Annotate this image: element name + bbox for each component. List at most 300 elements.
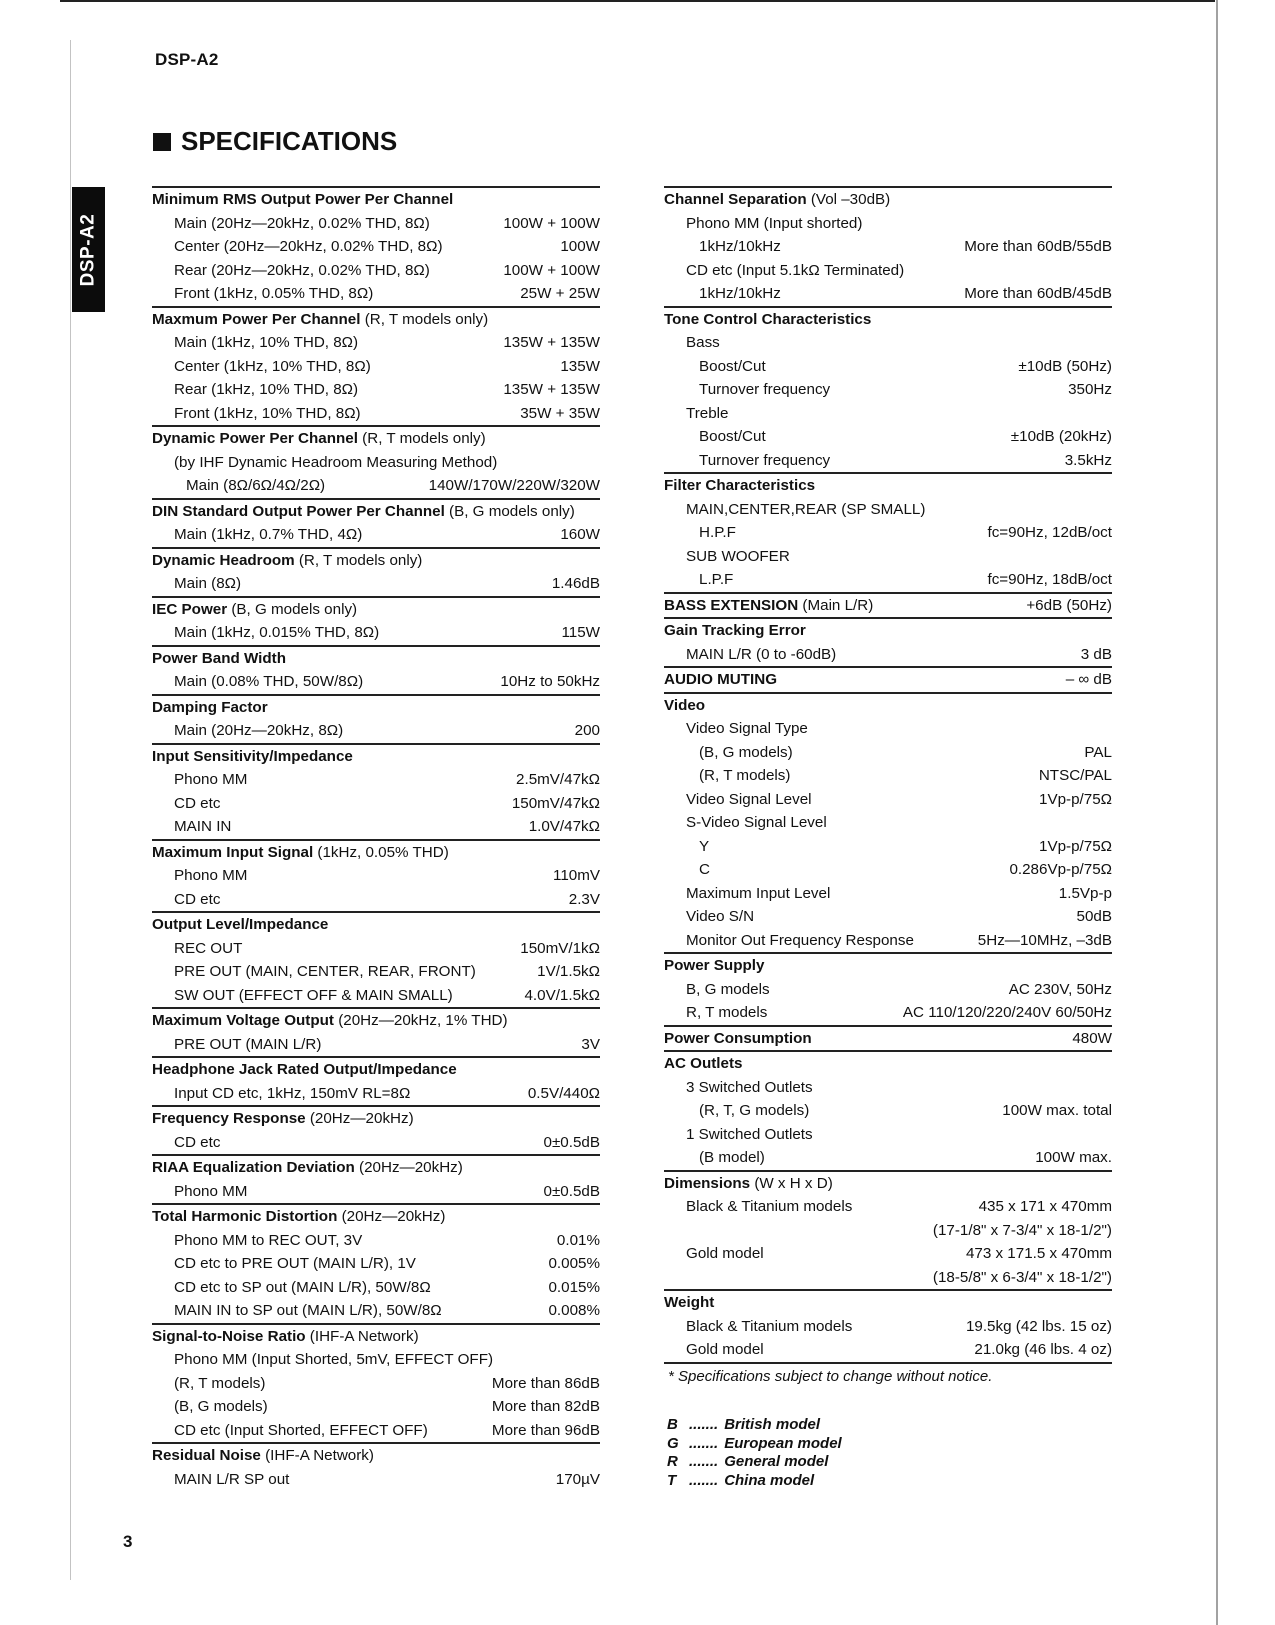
spec-label: Front (1kHz, 0.05% THD, 8Ω) xyxy=(174,285,374,302)
spec-label: Phono MM (Input shorted) xyxy=(686,214,863,232)
spec-section xyxy=(152,839,600,912)
spec-label: Phono MM xyxy=(174,771,248,788)
spec-row xyxy=(664,741,1112,765)
spec-value: 140W/170W/220W/320W xyxy=(428,477,600,494)
spec-section xyxy=(152,645,600,694)
spec-row xyxy=(664,1146,1112,1170)
spec-row xyxy=(664,449,1112,473)
section-header-row xyxy=(152,1156,600,1180)
spec-section xyxy=(152,1105,600,1154)
spec-value: 1.5Vp-p xyxy=(1058,884,1112,902)
spec-label: Monitor Out Frequency Response xyxy=(686,931,914,949)
section-header-row xyxy=(664,474,1112,498)
spec-row xyxy=(152,259,600,283)
section-label xyxy=(152,1009,508,1033)
spec-label: Turnover frequency xyxy=(699,451,831,469)
section-title: AUDIO MUTING xyxy=(664,671,778,688)
spec-value: More than 82dB xyxy=(491,1398,600,1415)
spec-value: 25W + 25W xyxy=(520,285,600,302)
section-label xyxy=(152,913,328,937)
side-tab-label: DSP-A2 xyxy=(77,213,99,286)
spec-value: 19.5kg (42 lbs. 15 oz) xyxy=(965,1317,1112,1335)
section-note: (R, T models only) xyxy=(357,430,486,447)
spec-value: fc=90Hz, 12dB/oct xyxy=(987,524,1112,541)
spec-row xyxy=(152,523,600,547)
section-title: Dimensions xyxy=(664,1174,751,1192)
spec-label: L.P.F xyxy=(699,571,734,588)
section-header-row xyxy=(152,913,600,937)
spec-section xyxy=(664,306,1112,473)
spec-value: 100W max. xyxy=(1035,1149,1112,1166)
section-note: (1kHz, 0.05% THD) xyxy=(313,843,449,861)
section-label xyxy=(152,1107,414,1131)
spec-row xyxy=(664,978,1112,1002)
legend-code: R xyxy=(667,1453,678,1470)
spec-value: ±10dB (50Hz) xyxy=(1018,357,1112,375)
spec-value: 21.0kg (46 lbs. 4 oz) xyxy=(974,1341,1112,1358)
legend-item xyxy=(667,1453,842,1472)
spec-label: Maximum Input Level xyxy=(686,884,831,902)
section-label xyxy=(152,308,488,332)
spec-label: Video S/N xyxy=(686,908,755,925)
spec-section xyxy=(664,952,1112,1025)
section-note: (20Hz—20kHz) xyxy=(305,1110,414,1127)
spec-value: 4.0V/1.5kΩ xyxy=(524,986,600,1004)
spec-row xyxy=(664,1099,1112,1123)
spec-section xyxy=(664,1025,1112,1051)
section-label xyxy=(664,1291,714,1315)
spec-value: 0.286Vp-p/75Ω xyxy=(1009,861,1112,878)
legend-dots: ....... xyxy=(689,1434,719,1452)
spec-row xyxy=(664,1242,1112,1266)
spec-row xyxy=(664,1219,1112,1243)
spec-row xyxy=(152,1252,600,1276)
spec-section xyxy=(152,498,600,547)
spec-label: Black & Titanium models xyxy=(686,1198,853,1215)
spec-row xyxy=(664,811,1112,835)
spec-row xyxy=(152,815,600,839)
spec-value: More than 60dB/55dB xyxy=(964,238,1112,255)
spec-value: AC 110/120/220/240V 60/50Hz xyxy=(902,1004,1112,1021)
spec-row xyxy=(152,670,600,694)
spec-value: 3 dB xyxy=(1080,645,1112,663)
section-label xyxy=(152,188,453,212)
spec-row xyxy=(664,1315,1112,1339)
spec-row xyxy=(664,235,1112,259)
spec-value: 200 xyxy=(574,722,600,739)
spec-label xyxy=(664,1266,686,1290)
spec-label: Rear (1kHz, 10% THD, 8Ω) xyxy=(174,381,359,398)
model-legend xyxy=(667,1416,842,1490)
spec-value: ±10dB (20kHz) xyxy=(1010,428,1112,445)
spec-value: 0.01% xyxy=(556,1231,600,1249)
page-number: 3 xyxy=(123,1532,133,1551)
spec-label: MAIN L/R SP out xyxy=(174,1470,290,1488)
model-header: DSP-A2 xyxy=(155,50,219,69)
spec-row xyxy=(664,1338,1112,1362)
spec-section xyxy=(152,743,600,839)
spec-row xyxy=(664,425,1112,449)
spec-label xyxy=(664,1219,686,1243)
spec-row xyxy=(664,1001,1112,1025)
section-label xyxy=(664,308,871,332)
spec-row xyxy=(664,717,1112,741)
section-title: Headphone Jack Rated Output/Impedance xyxy=(152,1061,457,1078)
spec-value: 350Hz xyxy=(1068,381,1112,398)
spec-label: PRE OUT (MAIN, CENTER, REAR, FRONT) xyxy=(174,963,476,980)
section-title: Damping Factor xyxy=(152,698,268,716)
section-label xyxy=(664,1052,742,1076)
section-note: (Main L/R) xyxy=(798,596,874,614)
spec-row xyxy=(664,259,1112,283)
section-header-row xyxy=(664,668,1112,692)
spec-value: 150mV/1kΩ xyxy=(520,939,600,957)
spec-value: 100W + 100W xyxy=(503,261,600,279)
section-title: Filter Characteristics xyxy=(664,477,816,494)
section-header-row xyxy=(152,1107,600,1131)
spec-label: Boost/Cut xyxy=(699,428,766,445)
spec-label: Main (0.08% THD, 50W/8Ω) xyxy=(174,673,364,690)
section-label xyxy=(152,745,353,769)
section-title: Channel Separation xyxy=(664,191,807,208)
spec-section xyxy=(664,692,1112,953)
spec-section xyxy=(152,911,600,1007)
spec-section xyxy=(152,596,600,645)
spec-label: Black & Titanium models xyxy=(686,1317,853,1335)
spec-value: 435 x 171 x 470mm xyxy=(978,1198,1112,1215)
spec-label: Main (8Ω/6Ω/4Ω/2Ω) xyxy=(186,477,326,494)
legend-label: General model xyxy=(724,1453,829,1470)
section-label xyxy=(152,1058,457,1082)
spec-section xyxy=(664,1050,1112,1170)
spec-label: 1kHz/10kHz xyxy=(699,285,781,302)
section-title: RIAA Equalization Deviation xyxy=(152,1159,355,1176)
section-title: Tone Control Characteristics xyxy=(664,310,872,328)
section-header-row xyxy=(664,308,1112,332)
spec-label: Main (8Ω) xyxy=(174,575,242,592)
spec-label: Boost/Cut xyxy=(699,357,766,375)
section-note: (R, T models only) xyxy=(360,310,489,328)
spec-label: PRE OUT (MAIN L/R) xyxy=(174,1035,322,1053)
section-note: (Vol –30dB) xyxy=(806,191,891,208)
spec-label: Main (20Hz—20kHz, 0.02% THD, 8Ω) xyxy=(174,214,430,232)
legend-item xyxy=(667,1435,842,1454)
section-title: Power Band Width xyxy=(152,649,287,667)
section-label xyxy=(152,1205,445,1229)
spec-section xyxy=(152,306,600,426)
spec-section xyxy=(152,425,600,498)
spec-section xyxy=(152,1056,600,1105)
spec-value: 50dB xyxy=(1076,908,1112,925)
spec-value: 150mV/47kΩ xyxy=(511,794,600,812)
left-binding-line xyxy=(70,40,71,1580)
section-header-row xyxy=(152,1444,600,1468)
section-title: Weight xyxy=(664,1294,715,1311)
section-note: (IHF-A Network) xyxy=(260,1447,374,1464)
spec-label: Phono MM to REC OUT, 3V xyxy=(174,1231,363,1249)
spec-label: Input CD etc, 1kHz, 150mV RL=8Ω xyxy=(174,1084,411,1102)
section-title: Dynamic Headroom xyxy=(152,551,295,569)
spec-value: NTSC/PAL xyxy=(1038,767,1112,784)
spec-row xyxy=(152,1419,600,1443)
spec-label: Video Signal Level xyxy=(686,790,812,808)
spec-row xyxy=(152,1468,600,1492)
section-header-row xyxy=(152,188,600,212)
spec-label: 1kHz/10kHz xyxy=(699,238,781,255)
section-label xyxy=(664,668,777,692)
section-header-row xyxy=(152,1058,600,1082)
spec-label: CD etc to SP out (MAIN L/R), 50W/8Ω xyxy=(174,1278,431,1296)
spec-section xyxy=(152,547,600,596)
spec-label: SW OUT (EFFECT OFF & MAIN SMALL) xyxy=(174,986,453,1004)
spec-row xyxy=(152,451,600,475)
spec-row xyxy=(664,331,1112,355)
spec-value: fc=90Hz, 18dB/oct xyxy=(987,571,1112,588)
spec-label: Y xyxy=(699,837,710,855)
section-header-row xyxy=(664,188,1112,212)
section-label xyxy=(152,598,357,622)
spec-label: MAIN IN to SP out (MAIN L/R), 50W/8Ω xyxy=(174,1302,442,1319)
spec-value: 160W xyxy=(560,526,600,543)
section-header-row xyxy=(664,1027,1112,1051)
legend-dots: ....... xyxy=(689,1416,719,1433)
spec-label: Front (1kHz, 10% THD, 8Ω) xyxy=(174,404,361,422)
spec-section xyxy=(152,186,600,306)
spec-label: Phono MM (Input Shorted, 5mV, EFFECT OFF) xyxy=(174,1351,494,1368)
spec-label: CD etc xyxy=(174,1133,221,1151)
spec-column-left xyxy=(152,186,600,1491)
square-bullet-icon xyxy=(153,133,171,151)
spec-label: Phono MM xyxy=(174,1182,248,1200)
section-title: DIN Standard Output Power Per Channel xyxy=(152,502,445,520)
page-title-text: SPECIFICATIONS xyxy=(181,126,398,156)
legend-code: T xyxy=(667,1471,677,1489)
spec-label: (B, G models) xyxy=(699,743,793,761)
section-header-row xyxy=(152,696,600,720)
spec-row xyxy=(664,1123,1112,1147)
spec-label: CD etc xyxy=(174,890,221,908)
spec-row xyxy=(664,835,1112,859)
spec-value: AC 230V, 50Hz xyxy=(1008,980,1112,998)
spec-label: MAIN IN xyxy=(174,818,232,835)
spec-value: 2.5mV/47kΩ xyxy=(516,771,600,788)
spec-row xyxy=(664,929,1112,953)
spec-section xyxy=(152,1442,600,1491)
spec-label: Gold model xyxy=(686,1341,764,1358)
spec-value: PAL xyxy=(1084,743,1112,761)
spec-label: 3 Switched Outlets xyxy=(686,1078,813,1096)
spec-label: S-Video Signal Level xyxy=(686,814,827,831)
spec-row xyxy=(152,864,600,888)
section-title: Maxmum Power Per Channel xyxy=(152,310,361,328)
spec-label: Turnover frequency xyxy=(699,381,831,398)
spec-label: Main (20Hz—20kHz, 8Ω) xyxy=(174,722,344,739)
section-title: Frequency Response xyxy=(152,1110,306,1127)
spec-value: 100W xyxy=(560,238,600,255)
spec-row xyxy=(664,212,1112,236)
section-label xyxy=(152,500,575,524)
section-title: Input Sensitivity/Impedance xyxy=(152,747,353,765)
spec-value: 100W max. total xyxy=(1002,1102,1112,1119)
spec-label: Main (1kHz, 10% THD, 8Ω) xyxy=(174,334,359,351)
spec-label: MAIN L/R (0 to -60dB) xyxy=(686,645,837,663)
spec-row xyxy=(664,858,1112,882)
section-note: (R, T models only) xyxy=(294,551,423,569)
spec-row xyxy=(152,1348,600,1372)
legend-dots: ....... xyxy=(689,1453,719,1470)
section-title: Power Consumption xyxy=(664,1029,812,1047)
spec-value: More than 86dB xyxy=(491,1374,600,1392)
spec-section xyxy=(664,617,1112,666)
section-title: BASS EXTENSION xyxy=(664,596,799,614)
spec-value: 0±0.5dB xyxy=(543,1133,600,1151)
spec-value: (18-5/8" x 6-3/4" x 18-1/2") xyxy=(932,1268,1112,1286)
section-value: +6dB (50Hz) xyxy=(1026,596,1112,614)
section-note: (20Hz—20kHz, 1% THD) xyxy=(333,1012,508,1029)
spec-label: Rear (20Hz—20kHz, 0.02% THD, 8Ω) xyxy=(174,261,430,279)
section-header-row xyxy=(664,594,1112,618)
spec-row xyxy=(664,282,1112,306)
section-header-row xyxy=(152,745,600,769)
spec-row xyxy=(152,621,600,645)
spec-value: 473 x 171.5 x 470mm xyxy=(965,1245,1112,1262)
section-header-row xyxy=(664,1291,1112,1315)
section-label xyxy=(664,694,705,718)
spec-row xyxy=(152,888,600,912)
spec-label: Center (1kHz, 10% THD, 8Ω) xyxy=(174,357,371,375)
section-header-row xyxy=(664,619,1112,643)
section-header-row xyxy=(152,598,600,622)
section-label xyxy=(664,188,890,212)
spec-label: C xyxy=(699,861,710,878)
section-label xyxy=(664,1172,833,1196)
spec-label: Main (1kHz, 0.015% THD, 8Ω) xyxy=(174,624,380,641)
spec-label: Treble xyxy=(686,404,729,422)
spec-label: Phono MM xyxy=(174,867,248,884)
section-header-row xyxy=(152,549,600,573)
spec-label: (R, T models) xyxy=(174,1374,266,1392)
section-header-row xyxy=(664,1052,1112,1076)
section-title: Video xyxy=(664,696,706,714)
spec-value: 100W + 100W xyxy=(503,214,600,232)
legend-label: China model xyxy=(724,1471,815,1489)
legend-label: British model xyxy=(724,1416,821,1433)
spec-section xyxy=(664,666,1112,692)
spec-value: 1Vp-p/75Ω xyxy=(1039,837,1112,855)
section-title: AC Outlets xyxy=(664,1055,743,1072)
spec-value: 110mV xyxy=(553,867,600,884)
spec-row xyxy=(664,498,1112,522)
section-header-row xyxy=(152,647,600,671)
section-note: (B, G models only) xyxy=(444,502,575,520)
section-title: Output Level/Impedance xyxy=(152,916,329,933)
section-header-row xyxy=(152,1009,600,1033)
spec-value: 115W xyxy=(561,624,600,641)
spec-value: 3.5kHz xyxy=(1064,451,1112,469)
section-header-row xyxy=(664,694,1112,718)
section-title: Maximum Input Signal xyxy=(152,843,314,861)
section-header-row xyxy=(664,1172,1112,1196)
section-label xyxy=(664,954,764,978)
section-title: Gain Tracking Error xyxy=(664,622,806,639)
spec-row xyxy=(152,984,600,1008)
section-label xyxy=(664,594,873,618)
section-title: IEC Power xyxy=(152,600,228,618)
section-note: (20Hz—20kHz) xyxy=(337,1208,446,1225)
spec-row xyxy=(152,1131,600,1155)
spec-row xyxy=(152,1276,600,1300)
spec-label: (B model) xyxy=(699,1149,765,1166)
spec-section xyxy=(664,1289,1112,1362)
spec-value: 35W + 35W xyxy=(520,404,600,422)
spec-row xyxy=(152,1180,600,1204)
side-tab xyxy=(72,187,105,312)
section-note: (B, G models only) xyxy=(227,600,358,618)
legend-dots: ....... xyxy=(689,1471,719,1489)
spec-row xyxy=(152,572,600,596)
section-label xyxy=(152,549,422,573)
spec-row xyxy=(152,719,600,743)
spec-value: 0.5V/440Ω xyxy=(527,1084,600,1102)
spec-row xyxy=(664,788,1112,812)
spec-section xyxy=(152,1154,600,1203)
spec-label: SUB WOOFER xyxy=(686,547,790,565)
spec-row xyxy=(664,643,1112,667)
spec-value: More than 96dB xyxy=(491,1421,600,1439)
spec-label: (B, G models) xyxy=(174,1398,268,1415)
spec-row xyxy=(664,905,1112,929)
spec-value: 0.005% xyxy=(548,1255,600,1272)
spec-value: 0±0.5dB xyxy=(543,1182,600,1200)
spec-label: (by IHF Dynamic Headroom Measuring Method) xyxy=(174,453,498,471)
spec-label: REC OUT xyxy=(174,939,243,957)
spec-row xyxy=(152,1395,600,1419)
spec-row xyxy=(664,521,1112,545)
spec-value: 10Hz to 50kHz xyxy=(500,673,600,690)
spec-label: Center (20Hz—20kHz, 0.02% THD, 8Ω) xyxy=(174,238,443,255)
spec-row xyxy=(152,768,600,792)
spec-value: 0.008% xyxy=(548,1302,600,1319)
section-header-row xyxy=(664,954,1112,978)
section-header-row xyxy=(152,1325,600,1349)
spec-row xyxy=(152,282,600,306)
spec-value: 1.46dB xyxy=(551,575,600,592)
spec-value: 2.3V xyxy=(568,890,600,908)
spec-label: CD etc to PRE OUT (MAIN L/R), 1V xyxy=(174,1255,416,1272)
spec-row xyxy=(152,1229,600,1253)
spec-row xyxy=(152,212,600,236)
spec-label: CD etc xyxy=(174,794,221,812)
spec-value: 3V xyxy=(581,1035,600,1053)
spec-row xyxy=(664,1076,1112,1100)
legend-code: G xyxy=(667,1434,679,1452)
section-label xyxy=(664,1027,812,1051)
spec-section xyxy=(152,694,600,743)
spec-row xyxy=(152,960,600,984)
section-header-row xyxy=(152,427,600,451)
spec-value: 1Vp-p/75Ω xyxy=(1039,790,1112,808)
section-label xyxy=(664,619,806,643)
section-title: Total Harmonic Distortion xyxy=(152,1208,338,1225)
spec-row xyxy=(152,402,600,426)
spec-row xyxy=(152,235,600,259)
spec-value: 135W + 135W xyxy=(503,334,600,351)
spec-row xyxy=(152,937,600,961)
section-note: (20Hz—20kHz) xyxy=(354,1159,463,1176)
section-title: Signal-to-Noise Ratio xyxy=(152,1327,306,1345)
spec-row xyxy=(152,1033,600,1057)
legend-label: European model xyxy=(724,1434,842,1452)
